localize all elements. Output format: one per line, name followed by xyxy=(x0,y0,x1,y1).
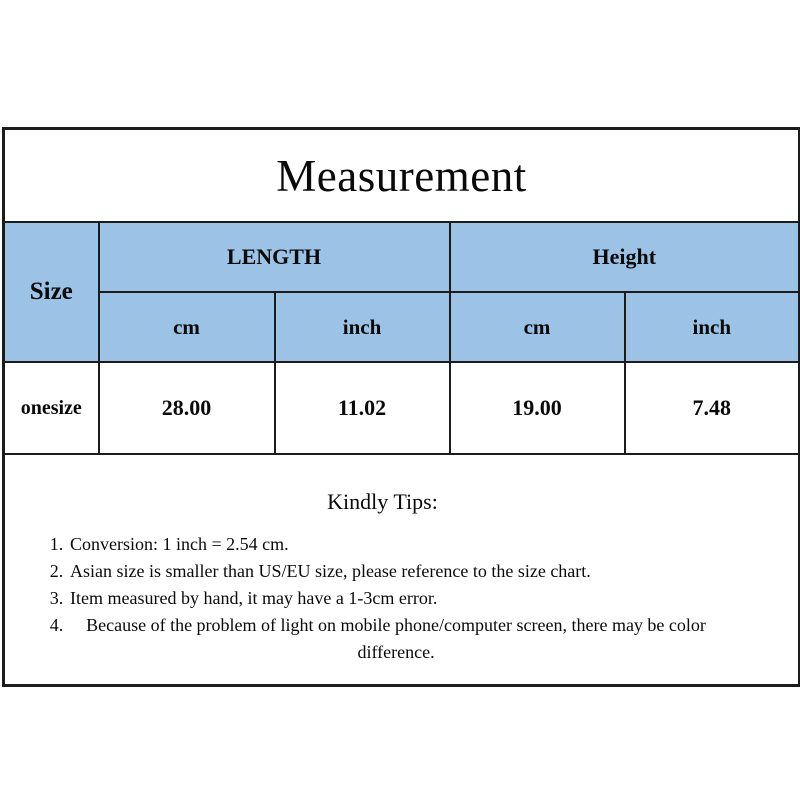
col-group-height: Height xyxy=(450,222,800,292)
tip-text: Asian size is smaller than US/EU size, please reference to the size chart. xyxy=(70,561,591,581)
tip-number: 3. xyxy=(49,588,64,608)
col-group-length: LENGTH xyxy=(99,222,450,292)
col-header-length-inch: inch xyxy=(275,292,450,362)
header-group-row xyxy=(4,222,800,292)
header-unit-row xyxy=(4,292,800,362)
size-value: onesize xyxy=(4,362,99,454)
length-cm-value: 28.00 xyxy=(99,362,275,454)
tip-number: 4. xyxy=(49,615,64,635)
list-item xyxy=(43,531,722,558)
tips-section xyxy=(4,454,800,686)
title-row xyxy=(4,129,800,223)
table-row xyxy=(4,362,800,454)
height-inch-value: 7.48 xyxy=(625,362,800,454)
tip-text: Conversion: 1 inch = 2.54 cm. xyxy=(70,534,289,554)
tips-row xyxy=(4,454,800,686)
col-header-height-inch: inch xyxy=(625,292,800,362)
tip-number: 1. xyxy=(49,534,64,554)
col-header-height-cm: cm xyxy=(450,292,625,362)
page-title: Measurement xyxy=(4,129,800,223)
measurement-table xyxy=(2,127,800,687)
list-item xyxy=(43,612,722,666)
tips-heading: Kindly Tips: xyxy=(327,489,438,514)
list-item xyxy=(43,585,722,612)
height-cm-value: 19.00 xyxy=(450,362,625,454)
col-header-length-cm: cm xyxy=(99,292,275,362)
length-inch-value: 11.02 xyxy=(275,362,450,454)
tip-text: Because of the problem of light on mobile phone/computer screen, there may be color difference. xyxy=(86,615,706,662)
tip-number: 2. xyxy=(49,561,64,581)
list-item xyxy=(43,558,722,585)
col-header-size: Size xyxy=(4,222,99,362)
tip-text: Item measured by hand, it may have a 1-3cm error. xyxy=(70,588,438,608)
